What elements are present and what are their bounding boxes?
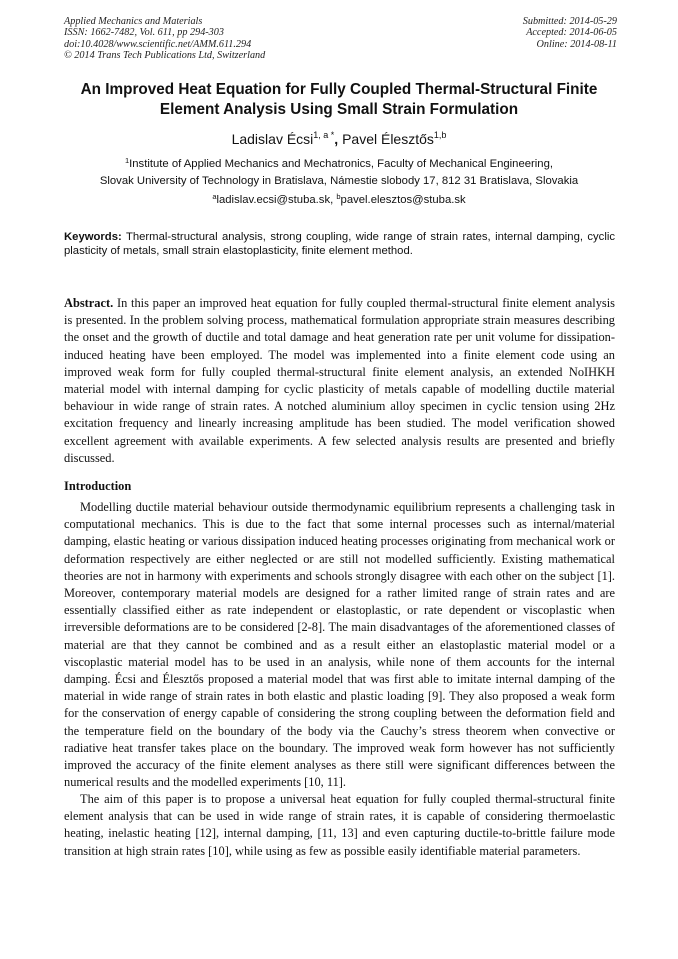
abstract xyxy=(64,295,615,467)
author-list xyxy=(40,130,638,148)
author-2-affiliation-mark: 1,b xyxy=(433,130,447,140)
affiliation-line-1: Institute of Applied Mechanics and Mechatronics, Faculty of Mechanical Engineering, xyxy=(129,158,554,170)
journal-issn: ISSN: 1662-7482, Vol. 611, pp 294-303 xyxy=(64,27,224,39)
submitted-date: Submitted: 2014-05-29 xyxy=(522,16,617,27)
online-date: Online: 2014-08-11 xyxy=(536,38,617,50)
journal-doi: doi:10.4028/www.scientific.net/AMM.611.294 xyxy=(64,38,252,50)
keywords xyxy=(64,230,615,259)
keywords-label: Keywords: xyxy=(64,231,122,243)
affiliation-line-2: Slovak University of Technology in Bratislava, Námestie slobody 17, 812 31 Bratislava, Slovakia xyxy=(99,175,579,187)
section-heading-introduction: Introduction xyxy=(64,479,132,493)
journal-name: Applied Mechanics and Materials xyxy=(64,16,203,27)
journal-header-right xyxy=(523,16,617,50)
introduction-paragraph-1: Modelling ductile material behaviour outside thermodynamic equilibrium represents a challenging task in computational mechanics. This is due to the fact that some internal processes such as internal/material damping, elastic heating or various dissipation induced heating processes originating from mechanical work or deformation respectively are either neglected or are still not modelled sufficiently. Existing mathematical theories are not in harmony with experiments and schools strongly disagree with each other on the subject [1]. Moreover, contemporary material models are designed for a rather limited range of strain rates and are essentially classified either as rate independent or elastoplastic, or rate dependent or viscoplastic when irreversible deformations are to be considered [2-8]. The main disadvantages of the aforementioned classes of material are that they cannot be combined and as a result either an elastoplastic material model or a viscoplastic material model has to be used in an analysis, while none of them accounts for the internal damping. Écsi and Élesztős proposed a material model that was first able to imitate internal damping of the material in wide range of strain rates in both elastic and plastic loading [9]. They also proposed a weak form for the conservation of energy capable of considering the strong coupling between the deformation field and the temperature field on the boundary of the body via the Cauchy’s stress theorem when convective or radiative heat transfer takes place on the boundary. The improved weak form however has not sufficiently improved the accuracy of the finite element analyses as there still were significant differences between the numerical results and the modelled experiments [10, 11]. xyxy=(64,500,615,790)
author-1-affiliation-mark: 1, a * xyxy=(313,130,335,140)
keywords-text: Thermal-structural analysis, strong coupling, wide range of strain rates, internal damping, cyclic plasticity of metals, small strain elastoplasticity, finite element method. xyxy=(64,231,615,258)
author-1: Ladislav Écsi xyxy=(231,131,314,147)
abstract-label: Abstract. xyxy=(64,296,114,310)
email-1: ladislav.ecsi@stuba.sk, xyxy=(216,194,337,206)
email-mark-b: b xyxy=(336,192,341,201)
author-separator: , xyxy=(334,131,343,147)
author-emails xyxy=(40,193,638,207)
journal-copyright: © 2014 Trans Tech Publications Ltd, Switzerland xyxy=(64,50,266,62)
affiliation-mark: 1 xyxy=(124,156,130,165)
email-mark-a: a xyxy=(212,192,217,201)
title-line-2: Element Analysis Using Small Strain Formulation xyxy=(159,101,519,118)
email-2: pavel.elesztos@stuba.sk xyxy=(340,194,466,206)
title-line-1: An Improved Heat Equation for Fully Coupled Thermal-Structural Finite xyxy=(80,81,598,98)
journal-header-left xyxy=(64,16,265,62)
affiliation xyxy=(40,156,638,190)
introduction-paragraph-2: The aim of this paper is to propose a universal heat equation for fully coupled thermal-structural finite element analysis that can be used in wide range of strain rates, it is capable of considering thermoelastic heating, inelastic heating [12], internal damping, [11, 13] and even capturing ductile-to-brittle failure mode transition at high strain rates [10], while using as few as possible easily identifiable material parameters. xyxy=(64,792,615,858)
abstract-text: In this paper an improved heat equation for fully coupled thermal-structural finite element analysis is presented. In the problem solving process, mathematical formulation appropriate strain measures describing the onset and the growth of ductile and total damage and heat generation rate per unit volume for dissipation-induced heating have been employed. The model was implemented into a finite element code using an improved weak form for fully coupled thermal-structural finite element analysis, an extended NoIHKH material model with internal damping for cyclic plasticity of metals capable of modelling ductile material behaviour in wide range of strain rates. A notched aluminium alloy specimen in cyclic tension using 2Hz excitation frequency and linearly increasing amplitude has been studied. The model verification showed excellent agreement with available experiments. A few selected analysis results are presented and briefly discussed. xyxy=(64,296,615,465)
author-2: Pavel Élesztős xyxy=(342,131,434,147)
accepted-date: Accepted: 2014-06-05 xyxy=(526,27,617,39)
paper-title xyxy=(40,80,638,120)
